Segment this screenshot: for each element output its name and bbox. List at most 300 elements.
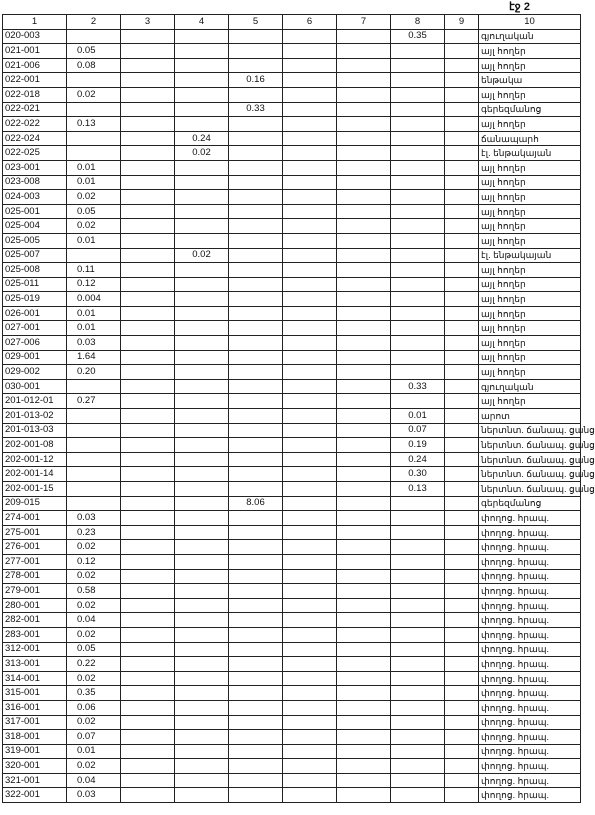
table-cell-col-1: 026-001 (3, 306, 67, 321)
table-cell-col-4 (175, 175, 229, 190)
table-cell-col-2: 0.01 (67, 160, 121, 175)
table-cell-col-5 (229, 306, 283, 321)
table-row (3, 292, 581, 307)
table-cell-col-2: 0.01 (67, 744, 121, 759)
table-row (3, 467, 581, 482)
table-cell-col-9 (445, 715, 479, 730)
table-cell-col-1: 277-001 (3, 554, 67, 569)
table-row (3, 263, 581, 278)
table-row (3, 642, 581, 657)
table-cell-col-8 (391, 657, 445, 672)
table-header-row (3, 15, 581, 30)
table-cell-col-10: ներտնտ. ճանապ. ցանց (479, 467, 581, 482)
table-cell-col-5 (229, 277, 283, 292)
table-cell-col-6 (283, 73, 337, 88)
table-cell-col-2: 0.08 (67, 58, 121, 73)
table-cell-col-6 (283, 233, 337, 248)
table-row (3, 598, 581, 613)
table-cell-col-6 (283, 263, 337, 278)
table-cell-col-1: 280-001 (3, 598, 67, 613)
table-cell-col-8 (391, 642, 445, 657)
table-row (3, 627, 581, 642)
table-cell-col-5 (229, 394, 283, 409)
table-cell-col-4 (175, 58, 229, 73)
table-cell-col-4 (175, 759, 229, 774)
table-cell-col-4 (175, 452, 229, 467)
table-cell-col-7 (337, 292, 391, 307)
table-cell-col-7 (337, 540, 391, 555)
table-cell-col-6 (283, 102, 337, 117)
table-cell-col-5 (229, 657, 283, 672)
table-cell-col-3 (121, 496, 175, 511)
table-cell-col-1: 023-008 (3, 175, 67, 190)
table-row (3, 204, 581, 219)
table-cell-col-3 (121, 598, 175, 613)
table-cell-col-3 (121, 58, 175, 73)
table-cell-col-1: 025-004 (3, 219, 67, 234)
table-cell-col-3 (121, 292, 175, 307)
table-cell-col-5 (229, 336, 283, 351)
table-cell-col-1: 201-012-01 (3, 394, 67, 409)
table-cell-col-8 (391, 788, 445, 803)
table-cell-col-4 (175, 306, 229, 321)
table-cell-col-7 (337, 788, 391, 803)
table-cell-col-1: 022-001 (3, 73, 67, 88)
table-cell-col-3 (121, 452, 175, 467)
table-cell-col-4 (175, 263, 229, 278)
table-row (3, 160, 581, 175)
table-cell-col-6 (283, 671, 337, 686)
table-cell-col-2: 0.05 (67, 204, 121, 219)
table-row (3, 773, 581, 788)
table-cell-col-4 (175, 365, 229, 380)
table-cell-col-10: փողոց. հրապ. (479, 700, 581, 715)
table-cell-col-8 (391, 584, 445, 599)
table-cell-col-4 (175, 190, 229, 205)
table-cell-col-5 (229, 613, 283, 628)
table-cell-col-10: գյուղական (479, 379, 581, 394)
table-cell-col-1: 278-001 (3, 569, 67, 584)
table-cell-col-4 (175, 409, 229, 424)
table-cell-col-3 (121, 365, 175, 380)
table-cell-col-1: 025-008 (3, 263, 67, 278)
table-cell-col-8 (391, 773, 445, 788)
table-cell-col-6 (283, 686, 337, 701)
table-cell-col-1: 025-019 (3, 292, 67, 307)
table-cell-col-2: 0.01 (67, 306, 121, 321)
table-row (3, 233, 581, 248)
table-cell-col-3 (121, 175, 175, 190)
table-cell-col-5 (229, 87, 283, 102)
table-cell-col-7 (337, 759, 391, 774)
table-cell-col-7 (337, 350, 391, 365)
table-cell-col-3 (121, 277, 175, 292)
table-cell-col-2: 0.02 (67, 598, 121, 613)
table-cell-col-5 (229, 482, 283, 497)
table-cell-col-2: 0.07 (67, 730, 121, 745)
table-cell-col-5 (229, 598, 283, 613)
column-header-5: 5 (229, 15, 283, 30)
table-cell-col-2: 0.02 (67, 759, 121, 774)
table-cell-col-2: 0.02 (67, 715, 121, 730)
table-row (3, 700, 581, 715)
table-cell-col-7 (337, 467, 391, 482)
table-cell-col-4: 0.02 (175, 146, 229, 161)
table-cell-col-9 (445, 379, 479, 394)
table-cell-col-7 (337, 409, 391, 424)
table-cell-col-6 (283, 409, 337, 424)
table-cell-col-6 (283, 511, 337, 526)
table-cell-col-4 (175, 642, 229, 657)
table-cell-col-2: 0.58 (67, 584, 121, 599)
table-cell-col-1: 282-001 (3, 613, 67, 628)
table-cell-col-9 (445, 554, 479, 569)
table-cell-col-5 (229, 131, 283, 146)
table-cell-col-3 (121, 467, 175, 482)
table-cell-col-4 (175, 29, 229, 44)
table-row (3, 350, 581, 365)
table-cell-col-6 (283, 321, 337, 336)
table-cell-col-3 (121, 336, 175, 351)
table-cell-col-10: այլ հողեր (479, 365, 581, 380)
table-row (3, 394, 581, 409)
table-row (3, 336, 581, 351)
table-cell-col-8 (391, 73, 445, 88)
table-row (3, 438, 581, 453)
table-cell-col-2: 0.11 (67, 263, 121, 278)
table-cell-col-9 (445, 584, 479, 599)
table-cell-col-10: ներտնտ. ճանապ. ցանց (479, 482, 581, 497)
table-cell-col-7 (337, 29, 391, 44)
table-cell-col-4 (175, 160, 229, 175)
table-cell-col-4 (175, 321, 229, 336)
table-cell-col-6 (283, 554, 337, 569)
table-cell-col-6 (283, 248, 337, 263)
table-cell-col-9 (445, 744, 479, 759)
table-cell-col-5 (229, 350, 283, 365)
table-row (3, 744, 581, 759)
table-cell-col-5 (229, 44, 283, 59)
table-row (3, 58, 581, 73)
table-cell-col-6 (283, 350, 337, 365)
table-cell-col-9 (445, 350, 479, 365)
table-cell-col-9 (445, 496, 479, 511)
table-cell-col-4: 0.24 (175, 131, 229, 146)
table-cell-col-4 (175, 336, 229, 351)
table-cell-col-9 (445, 292, 479, 307)
table-cell-col-5 (229, 58, 283, 73)
table-cell-col-4 (175, 496, 229, 511)
table-cell-col-8 (391, 292, 445, 307)
table-cell-col-9 (445, 277, 479, 292)
table-cell-col-10: փողոց. հրապ. (479, 598, 581, 613)
table-row (3, 423, 581, 438)
table-cell-col-8: 0.35 (391, 29, 445, 44)
table-cell-col-3 (121, 642, 175, 657)
table-cell-col-5 (229, 642, 283, 657)
table-cell-col-6 (283, 657, 337, 672)
table-cell-col-10: փողոց. հրապ. (479, 642, 581, 657)
table-cell-col-7 (337, 321, 391, 336)
table-cell-col-2: 0.01 (67, 175, 121, 190)
table-cell-col-8 (391, 190, 445, 205)
table-cell-col-2 (67, 73, 121, 88)
table-cell-col-10: այլ հողեր (479, 44, 581, 59)
table-cell-col-6 (283, 190, 337, 205)
table-cell-col-7 (337, 482, 391, 497)
table-cell-col-10: այլ հողեր (479, 219, 581, 234)
table-cell-col-1: 276-001 (3, 540, 67, 555)
table-cell-col-8 (391, 204, 445, 219)
table-cell-col-7 (337, 379, 391, 394)
table-cell-col-4 (175, 102, 229, 117)
table-cell-col-9 (445, 204, 479, 219)
table-cell-col-4 (175, 627, 229, 642)
table-cell-col-10: այլ հողեր (479, 87, 581, 102)
table-cell-col-2 (67, 467, 121, 482)
table-cell-col-2: 0.22 (67, 657, 121, 672)
table-cell-col-5 (229, 584, 283, 599)
table-cell-col-9 (445, 306, 479, 321)
table-cell-col-9 (445, 686, 479, 701)
table-cell-col-8 (391, 219, 445, 234)
table-cell-col-8 (391, 321, 445, 336)
table-cell-col-4 (175, 467, 229, 482)
table-cell-col-8: 0.07 (391, 423, 445, 438)
table-cell-col-9 (445, 759, 479, 774)
table-cell-col-7 (337, 744, 391, 759)
table-cell-col-9 (445, 102, 479, 117)
table-cell-col-6 (283, 540, 337, 555)
table-cell-col-5 (229, 686, 283, 701)
table-cell-col-7 (337, 233, 391, 248)
table-cell-col-2: 0.01 (67, 233, 121, 248)
table-cell-col-1: 318-001 (3, 730, 67, 745)
table-cell-col-8 (391, 627, 445, 642)
table-cell-col-8 (391, 613, 445, 628)
table-row (3, 788, 581, 803)
table-cell-col-8 (391, 730, 445, 745)
table-row (3, 102, 581, 117)
table-cell-col-1: 315-001 (3, 686, 67, 701)
table-cell-col-9 (445, 540, 479, 555)
table-row (3, 248, 581, 263)
table-cell-col-5 (229, 467, 283, 482)
table-cell-col-4 (175, 730, 229, 745)
table-cell-col-10: այլ հողեր (479, 117, 581, 132)
table-cell-col-3 (121, 160, 175, 175)
table-cell-col-3 (121, 686, 175, 701)
table-cell-col-8 (391, 350, 445, 365)
table-cell-col-7 (337, 44, 391, 59)
table-cell-col-7 (337, 73, 391, 88)
table-row (3, 715, 581, 730)
table-cell-col-3 (121, 409, 175, 424)
table-cell-col-4 (175, 233, 229, 248)
table-cell-col-9 (445, 438, 479, 453)
table-cell-col-5 (229, 759, 283, 774)
table-cell-col-3 (121, 306, 175, 321)
table-cell-col-5 (229, 788, 283, 803)
table-row (3, 511, 581, 526)
table-cell-col-1: 275-001 (3, 525, 67, 540)
column-header-10: 10 (479, 15, 581, 30)
table-cell-col-5 (229, 438, 283, 453)
table-cell-col-9 (445, 58, 479, 73)
table-cell-col-6 (283, 277, 337, 292)
table-cell-col-5 (229, 263, 283, 278)
table-cell-col-7 (337, 511, 391, 526)
table-cell-col-3 (121, 715, 175, 730)
table-cell-col-9 (445, 452, 479, 467)
table-cell-col-7 (337, 569, 391, 584)
table-cell-col-2: 0.02 (67, 671, 121, 686)
table-cell-col-6 (283, 642, 337, 657)
table-cell-col-5 (229, 730, 283, 745)
table-cell-col-10: փողոց. հրապ. (479, 715, 581, 730)
table-cell-col-5 (229, 540, 283, 555)
table-cell-col-8 (391, 306, 445, 321)
table-cell-col-9 (445, 146, 479, 161)
table-row (3, 686, 581, 701)
table-row (3, 87, 581, 102)
table-row (3, 671, 581, 686)
table-cell-col-6 (283, 336, 337, 351)
table-cell-col-6 (283, 715, 337, 730)
table-cell-col-2: 0.004 (67, 292, 121, 307)
table-cell-col-9 (445, 569, 479, 584)
table-row (3, 29, 581, 44)
table-cell-col-9 (445, 29, 479, 44)
table-row (3, 306, 581, 321)
table-cell-col-2: 0.27 (67, 394, 121, 409)
table-row (3, 190, 581, 205)
table-cell-col-2: 0.35 (67, 686, 121, 701)
table-cell-col-9 (445, 233, 479, 248)
table-cell-col-3 (121, 700, 175, 715)
table-cell-col-1: 025-011 (3, 277, 67, 292)
table-cell-col-6 (283, 627, 337, 642)
table-row (3, 219, 581, 234)
land-parcel-table (2, 14, 595, 803)
table-cell-col-8 (391, 671, 445, 686)
table-cell-col-4 (175, 715, 229, 730)
table-cell-col-1: 321-001 (3, 773, 67, 788)
table-cell-col-7 (337, 263, 391, 278)
table-cell-col-2 (67, 409, 121, 424)
table-cell-col-1: 022-018 (3, 87, 67, 102)
table-cell-col-3 (121, 525, 175, 540)
table-cell-col-1: 312-001 (3, 642, 67, 657)
table-cell-col-7 (337, 642, 391, 657)
table-cell-col-6 (283, 496, 337, 511)
table-cell-col-7 (337, 584, 391, 599)
table-cell-col-1: 202-001-14 (3, 467, 67, 482)
table-cell-col-7 (337, 613, 391, 628)
table-cell-col-1: 313-001 (3, 657, 67, 672)
table-cell-col-2: 1.64 (67, 350, 121, 365)
table-cell-col-8 (391, 554, 445, 569)
table-cell-col-7 (337, 525, 391, 540)
table-cell-col-4 (175, 525, 229, 540)
table-cell-col-1: 320-001 (3, 759, 67, 774)
table-cell-col-4 (175, 657, 229, 672)
table-row (3, 277, 581, 292)
table-cell-col-1: 201-013-02 (3, 409, 67, 424)
table-cell-col-8 (391, 365, 445, 380)
table-cell-col-3 (121, 627, 175, 642)
table-cell-col-5 (229, 117, 283, 132)
table-cell-col-2: 0.02 (67, 540, 121, 555)
table-cell-col-8 (391, 277, 445, 292)
table-cell-col-3 (121, 671, 175, 686)
table-cell-col-10: փողոց. հրապ. (479, 540, 581, 555)
table-row (3, 525, 581, 540)
column-header-8: 8 (391, 15, 445, 30)
table-cell-col-1: 022-024 (3, 131, 67, 146)
column-header-9: 9 (445, 15, 479, 30)
table-cell-col-10: փողոց. հրապ. (479, 657, 581, 672)
table-cell-col-9 (445, 598, 479, 613)
table-cell-col-1: 025-001 (3, 204, 67, 219)
table-cell-col-6 (283, 525, 337, 540)
table-cell-col-10: այլ հողեր (479, 321, 581, 336)
table-cell-col-8 (391, 131, 445, 146)
table-row (3, 409, 581, 424)
table-cell-col-1: 021-001 (3, 44, 67, 59)
table-cell-col-1: 201-013-03 (3, 423, 67, 438)
table-cell-col-9 (445, 613, 479, 628)
table-cell-col-2 (67, 102, 121, 117)
table-cell-col-6 (283, 87, 337, 102)
table-cell-col-10: այլ հողեր (479, 190, 581, 205)
table-cell-col-2: 0.02 (67, 219, 121, 234)
table-cell-col-9 (445, 394, 479, 409)
table-cell-col-5 (229, 554, 283, 569)
table-cell-col-1: 316-001 (3, 700, 67, 715)
table-cell-col-8 (391, 44, 445, 59)
table-cell-col-2: 0.12 (67, 554, 121, 569)
table-cell-col-7 (337, 146, 391, 161)
table-cell-col-1: 022-025 (3, 146, 67, 161)
table-cell-col-5 (229, 773, 283, 788)
table-cell-col-4 (175, 87, 229, 102)
table-cell-col-7 (337, 394, 391, 409)
table-cell-col-10: այլ հողեր (479, 394, 581, 409)
table-cell-col-9 (445, 44, 479, 59)
table-cell-col-3 (121, 540, 175, 555)
table-cell-col-10: փողոց. հրապ. (479, 759, 581, 774)
table-cell-col-2: 0.05 (67, 642, 121, 657)
table-cell-col-3 (121, 233, 175, 248)
page-number-label: էջ 2 (509, 1, 530, 13)
column-header-2: 2 (67, 15, 121, 30)
table-cell-col-5 (229, 29, 283, 44)
table-cell-col-9 (445, 219, 479, 234)
table-cell-col-6 (283, 379, 337, 394)
table-cell-col-8: 0.30 (391, 467, 445, 482)
table-cell-col-9 (445, 627, 479, 642)
column-header-4: 4 (175, 15, 229, 30)
table-cell-col-3 (121, 102, 175, 117)
table-cell-col-2: 0.04 (67, 773, 121, 788)
table-cell-col-4 (175, 540, 229, 555)
table-cell-col-10: փողոց. հրապ. (479, 569, 581, 584)
table-cell-col-8 (391, 700, 445, 715)
table-cell-col-5 (229, 233, 283, 248)
table-cell-col-6 (283, 730, 337, 745)
table-cell-col-8 (391, 569, 445, 584)
